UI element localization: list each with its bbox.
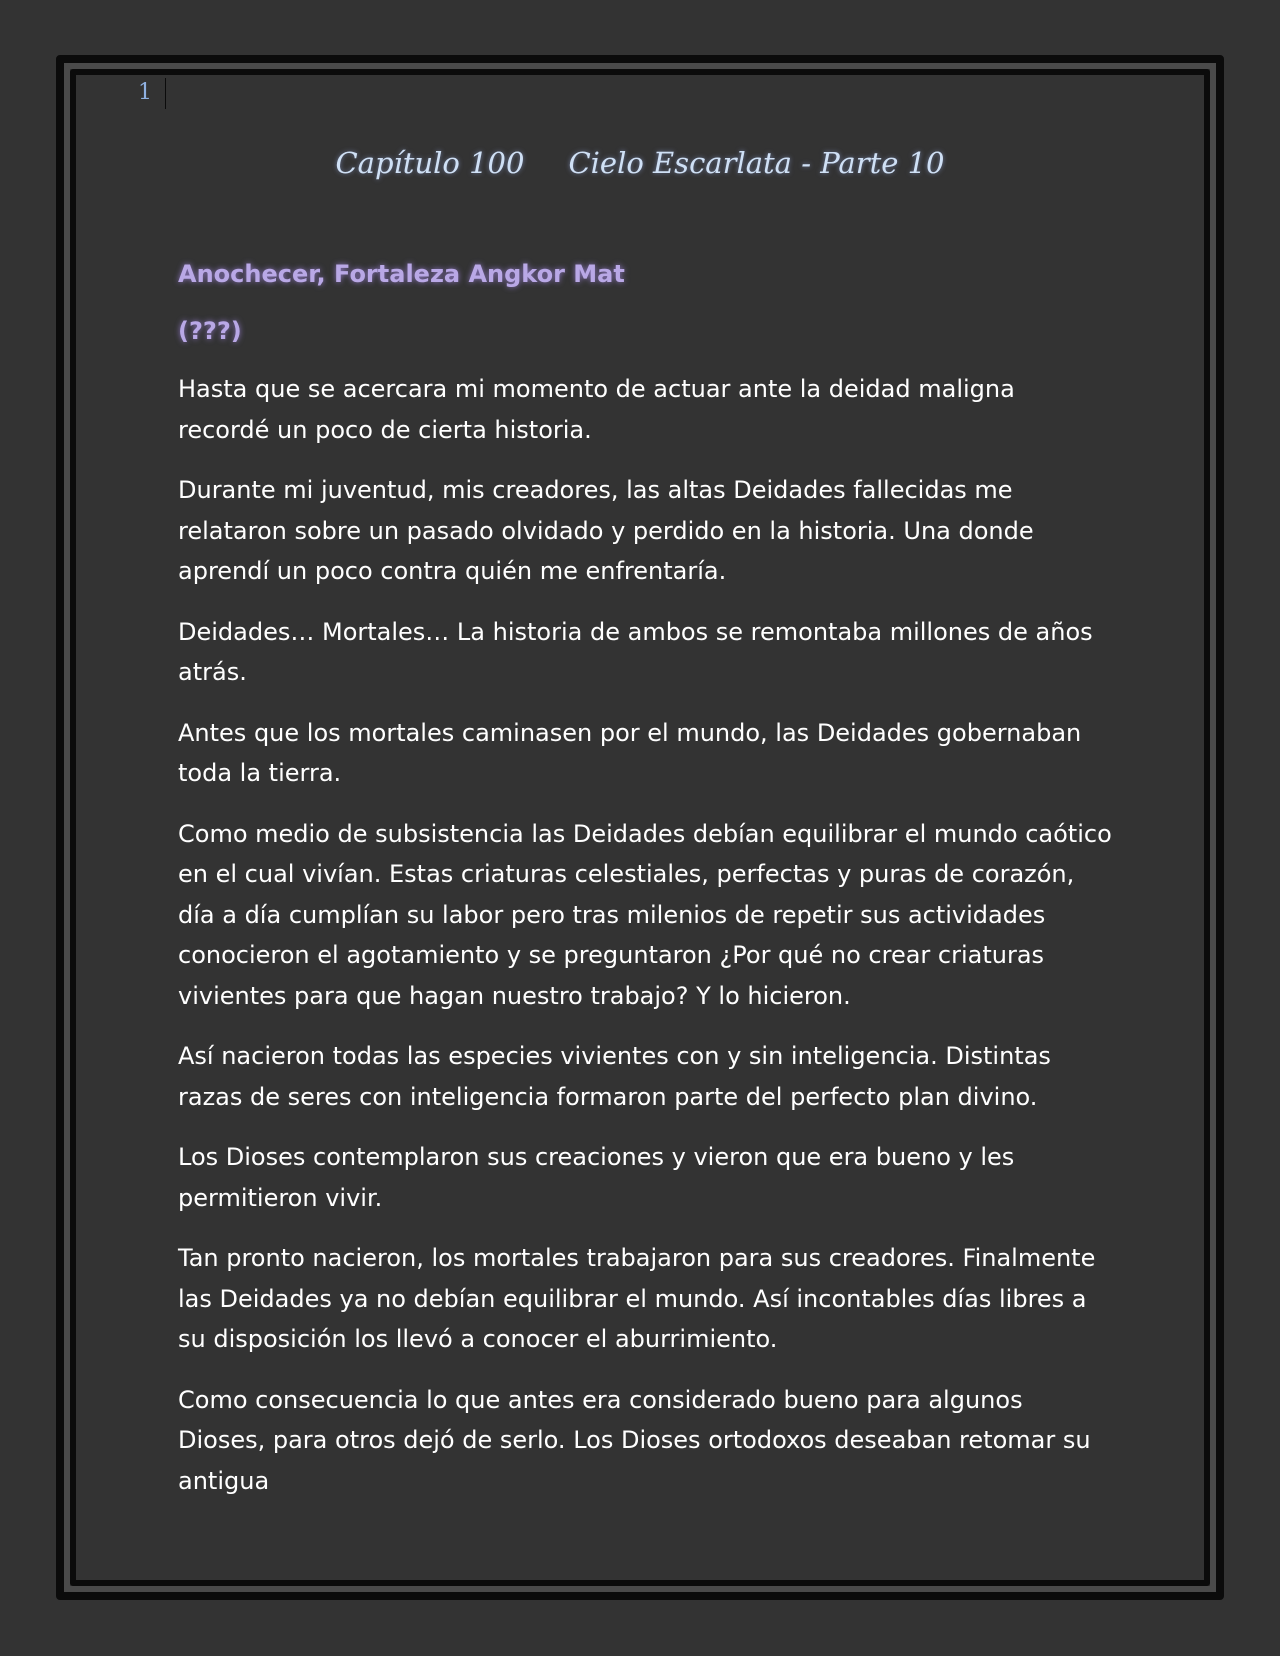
- paragraph: Durante mi juventud, mis creadores, las altas Deidades fallecidas me relataron sobre un pasado olvidado y perdido en la historia. Una donde aprendí un poco contra quién me enfrentaría.: [178, 476, 1034, 585]
- paragraph: Tan pronto nacieron, los mortales trabajaron para sus creadores. Finalmente las Deidades ya no debían equilibrar el mundo. Así incontables días libres a su disposición los llevó a conocer el aburrimiento.: [178, 1244, 1096, 1353]
- paragraph: Como consecuencia lo que antes era considerado bueno para algunos Dioses, para otros dejó de serlo. Los Dioses ortodoxos deseaban retomar su antigua: [178, 1385, 1091, 1495]
- paragraph: Como medio de subsistencia las Deidades debían equilibrar el mundo caótico en el cual vivían. Estas criaturas celestiales, perfectas y puras de corazón, día a día cumplían su labor pero tras milenios de repetir sus actividades conocieron el agotamiento y se preguntaron ¿Por qué no crear criaturas vivientes para que hagan nuestro trabajo? Y lo hicieron.: [178, 819, 1112, 1010]
- paragraph: Antes que los mortales caminasen por el mundo, las Deidades gobernaban toda la tierra.: [178, 718, 1082, 787]
- page-number-divider: [165, 78, 166, 109]
- page-number: 1: [138, 80, 152, 105]
- chapter-body: [178, 255, 1113, 1521]
- paragraph: Los Dioses contemplaron sus creaciones y vieron que era bueno y les permitieron vivir.: [178, 1143, 1015, 1212]
- paragraph: Así nacieron todas las especies vivientes con y sin inteligencia. Distintas razas de seres con inteligencia formaron parte del perfecto plan divino.: [178, 1042, 1051, 1111]
- paragraph: Hasta que se acercara mi momento de actuar ante la deidad maligna recordé un poco de cierta historia.: [178, 375, 1015, 444]
- paragraph: Deidades… Mortales… La historia de ambos se remontaba millones de años atrás.: [178, 617, 1093, 686]
- chapter-number: Capítulo 100: [335, 146, 525, 180]
- chapter-name: Cielo Escarlata - Parte 10: [568, 146, 945, 180]
- location-heading: Anochecer, Fortaleza Angkor Mat: [178, 260, 625, 288]
- chapter-title: [178, 142, 1102, 184]
- speaker-heading: (???): [178, 317, 242, 345]
